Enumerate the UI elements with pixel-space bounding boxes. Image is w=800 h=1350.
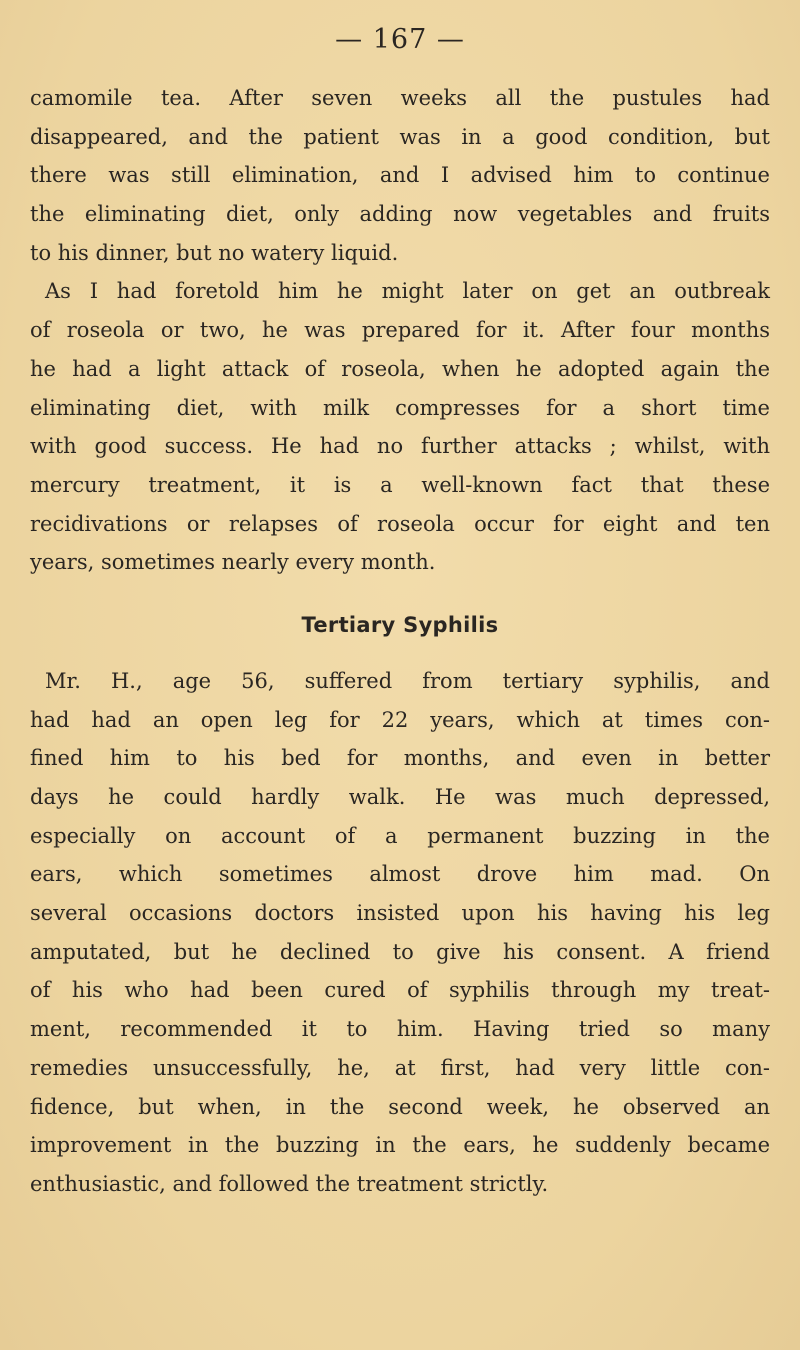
text-line: improvement in the buzzing in the ears, he suddenly became	[30, 1133, 770, 1158]
text-line: remedies unsuccessfully, he, at first, had very little con-	[30, 1055, 770, 1080]
text-line: the eliminating diet, only adding now vegetables and fruits	[30, 202, 770, 227]
page-number: — 167 —	[335, 24, 465, 55]
paragraph-camomile	[30, 79, 770, 272]
text-line: especially on account of a permanent buzzing in the	[30, 823, 770, 848]
paragraph-tertiary-case	[30, 662, 770, 1204]
text-line: of his who had been cured of syphilis through my treat-	[30, 978, 770, 1003]
text-line: with good success. He had no further attacks ; whilst, with	[30, 434, 770, 459]
text-line: As I had foretold him he might later on get an outbreak	[45, 279, 770, 304]
text-line: ment, recommended it to him. Having tried so many	[30, 1017, 770, 1042]
text-line: camomile tea. After seven weeks all the pustules had	[30, 86, 770, 110]
text-line: amputated, but he declined to give his consent. A friend	[30, 939, 770, 964]
section-heading: Tertiary Syphilis	[301, 612, 499, 637]
text-line: enthusiastic, and followed the treatment strictly.	[30, 1171, 549, 1196]
text-line: days he could hardly walk. He was much depressed,	[30, 785, 770, 809]
paragraph-roseola	[30, 272, 770, 582]
text-line: recidivations or relapses of roseola occur for eight and ten	[30, 511, 770, 536]
text-line: Mr. H., age 56, suffered from tertiary syphilis, and	[45, 668, 770, 693]
text-line: ears, which sometimes almost drove him mad. On	[30, 862, 770, 887]
text-line: mercury treatment, it is a well-known fact that these	[30, 472, 770, 497]
text-line: had had an open leg for 22 years, which at times con-	[30, 707, 770, 732]
body-text	[30, 79, 770, 1204]
text-line: of roseola or two, he was prepared for it. After four months	[30, 318, 770, 343]
text-line: there was still elimination, and I advised him to continue	[30, 163, 770, 188]
text-line: disappeared, and the patient was in a good condition, but	[30, 124, 770, 149]
text-line: years, sometimes nearly every month.	[30, 550, 436, 575]
text-line: he had a light attack of roseola, when he adopted again the	[30, 356, 770, 381]
text-line: several occasions doctors insisted upon his having his leg	[30, 901, 770, 926]
text-line: to his dinner, but no watery liquid.	[30, 240, 399, 265]
text-line: fined him to his bed for months, and even in better	[30, 746, 770, 771]
text-line: eliminating diet, with milk compresses for a short time	[30, 395, 770, 420]
text-line: fidence, but when, in the second week, he observed an	[30, 1094, 770, 1119]
